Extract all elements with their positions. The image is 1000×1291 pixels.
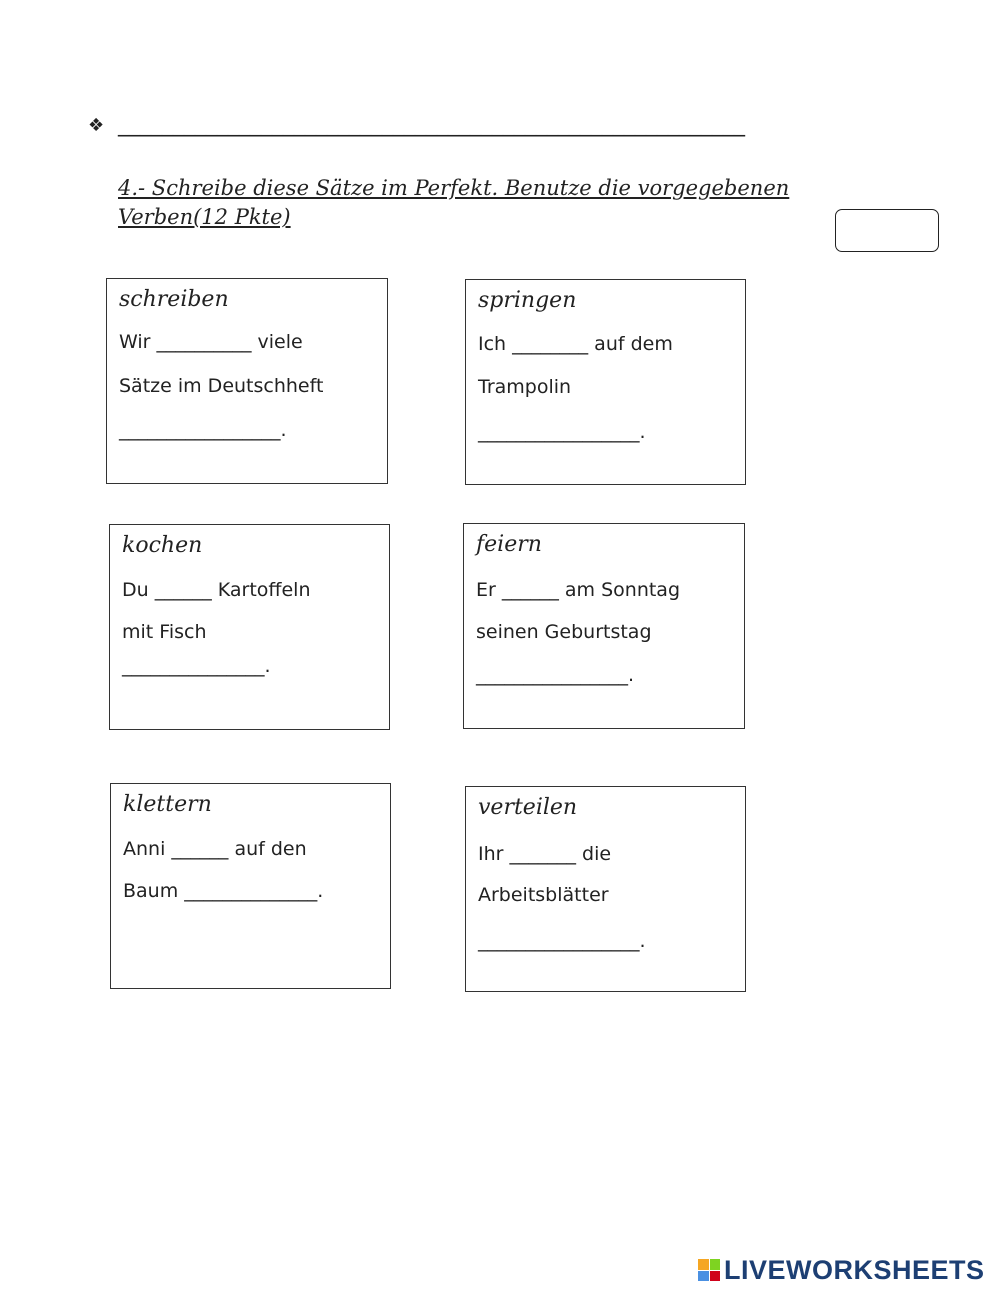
card-sentence-line[interactable]: Wir __________ viele [119, 331, 303, 353]
exercise-card-springen [465, 279, 746, 485]
card-verb: kochen [122, 533, 203, 558]
exercise-card-kochen [109, 524, 390, 730]
card-verb: springen [478, 288, 577, 313]
card-sentence-line[interactable]: Anni ______ auf den [123, 838, 307, 860]
card-answer-line[interactable]: _________________. [119, 419, 287, 441]
logo-text: LIVEWORKSHEETS [724, 1254, 985, 1285]
card-sentence-line: seinen Geburtstag [476, 621, 652, 643]
card-sentence-line: mit Fisch [122, 621, 207, 643]
exercise-card-verteilen [465, 786, 746, 992]
card-verb: feiern [476, 532, 542, 557]
card-answer-line[interactable]: ________________. [476, 664, 635, 686]
card-verb: schreiben [119, 287, 229, 312]
card-answer-line[interactable]: _______________. [122, 655, 271, 677]
card-sentence-line[interactable]: Ihr _______ die [478, 843, 612, 865]
card-sentence-line: Sätze im Deutschheft [119, 375, 324, 397]
card-verb: klettern [123, 792, 212, 817]
card-answer-line[interactable]: Baum ______________. [123, 880, 324, 902]
header-blank-line: _________________________________________________________ [118, 112, 745, 137]
card-sentence-line[interactable]: Du ______ Kartoffeln [122, 579, 311, 601]
liveworksheets-logo [698, 1256, 985, 1284]
logo-block [698, 1271, 709, 1282]
logo-block [710, 1271, 721, 1282]
liveworksheets-logo-icon [698, 1259, 720, 1281]
exercise-card-klettern [110, 783, 391, 989]
header-line [88, 112, 745, 137]
card-answer-line[interactable]: _________________. [478, 421, 646, 443]
exercise-card-feiern [463, 523, 745, 729]
exercise-card-schreiben [106, 278, 388, 484]
card-verb: verteilen [478, 795, 578, 820]
score-input-box[interactable] [835, 209, 939, 252]
card-answer-line[interactable]: _________________. [478, 930, 646, 952]
card-sentence-line: Trampolin [478, 376, 572, 398]
diamond-bullet-icon: ❖ [88, 115, 105, 136]
card-sentence-line[interactable]: Er ______ am Sonntag [476, 579, 681, 601]
logo-block [710, 1259, 721, 1270]
task-instruction: 4.- Schreibe diese Sätze im Perfekt. Benutze die vorgegebenen Verben(12 Pkte) [118, 176, 790, 229]
card-sentence-line: Arbeitsblätter [478, 884, 609, 906]
logo-block [698, 1259, 709, 1270]
card-sentence-line[interactable]: Ich ________ auf dem [478, 333, 673, 355]
